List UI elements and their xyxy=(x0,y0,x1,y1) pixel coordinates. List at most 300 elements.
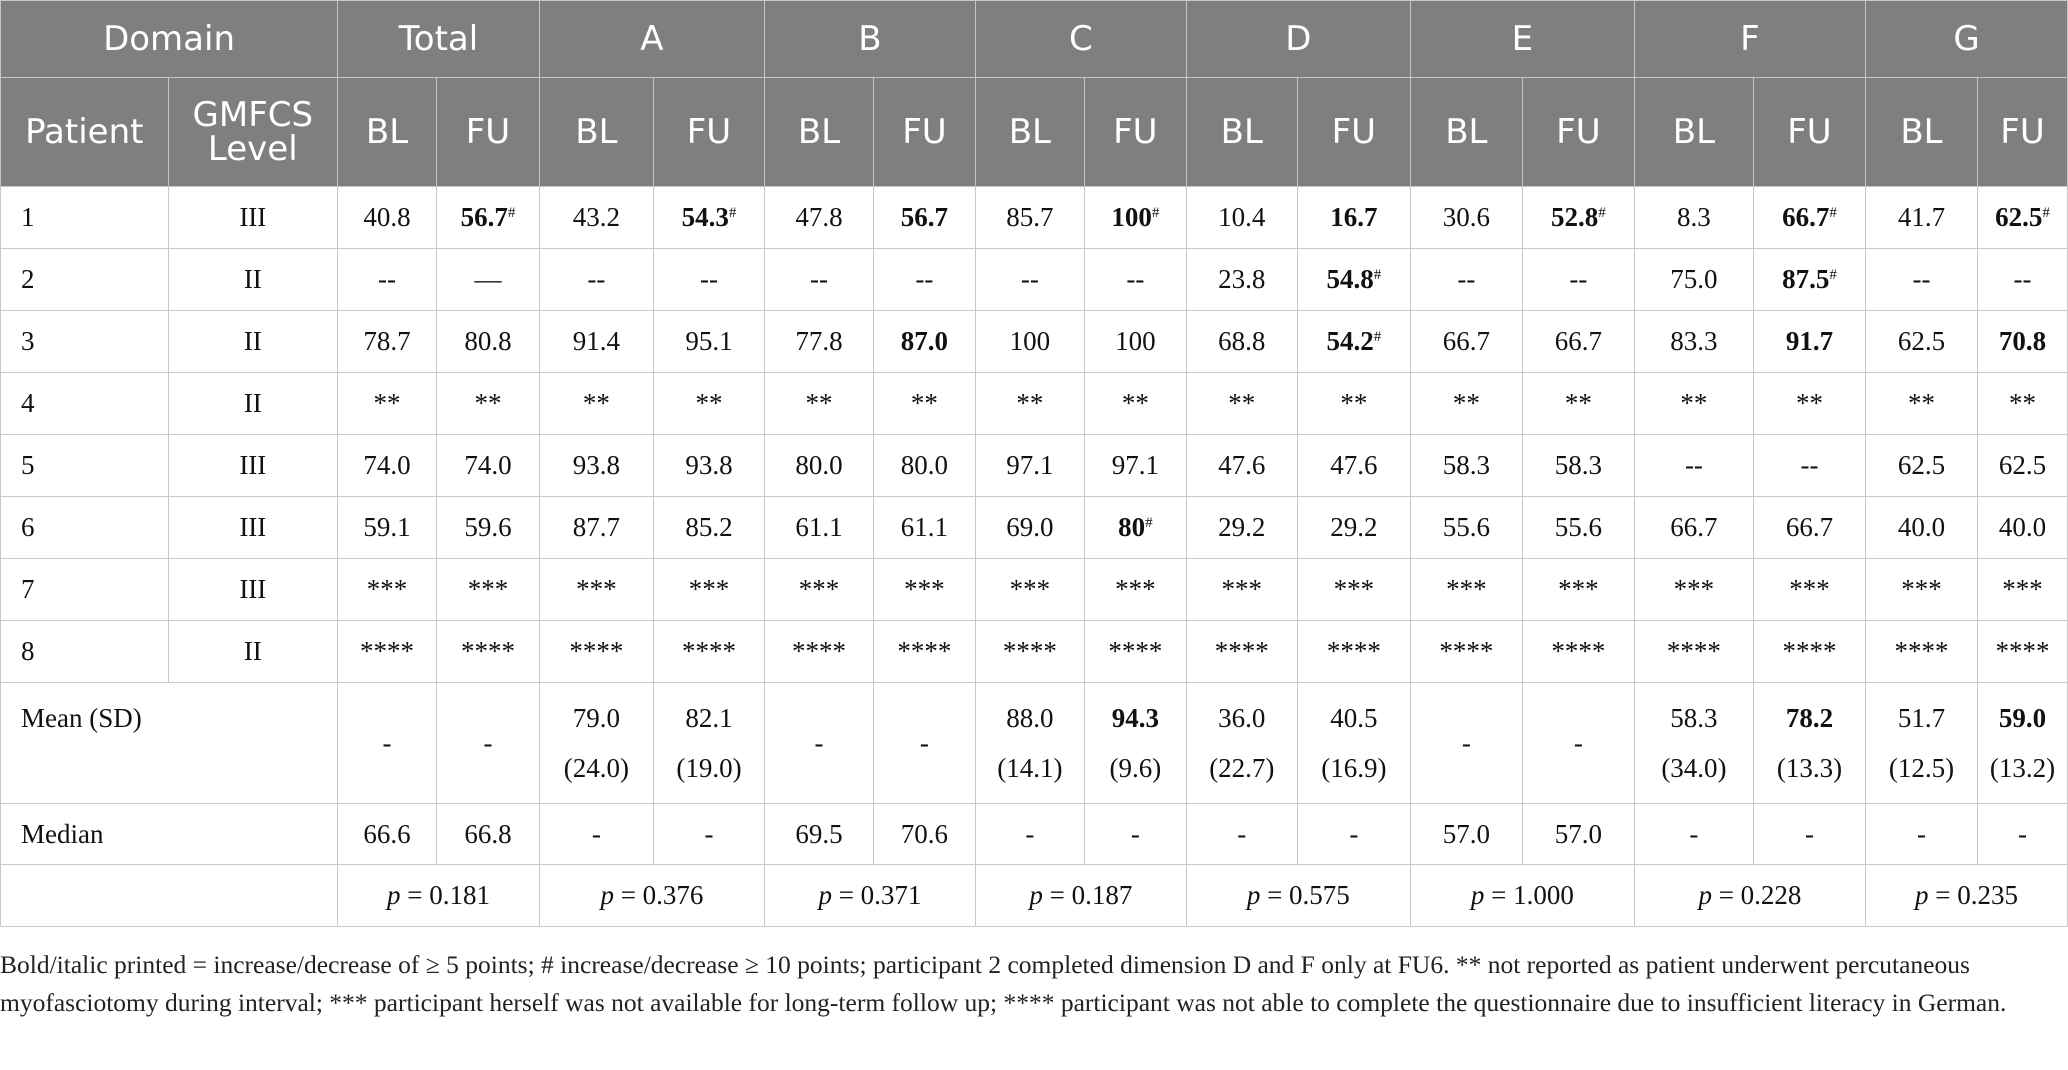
score-cell xyxy=(436,559,539,621)
fu-header: FU xyxy=(1753,78,1865,187)
score-cell xyxy=(436,249,539,311)
score-value: 66.7 xyxy=(1782,202,1830,232)
score-cell xyxy=(1978,435,2068,497)
score-value: 40.0 xyxy=(1897,512,1946,542)
score-value: 74.0 xyxy=(464,450,512,480)
score-value: *** xyxy=(576,574,617,604)
sd-value: (34.0) xyxy=(1661,753,1727,783)
score-cell xyxy=(1978,187,2068,249)
score-cell xyxy=(653,497,764,559)
bl-header: BL xyxy=(1410,78,1522,187)
group-header-a: A xyxy=(539,1,764,78)
score-cell xyxy=(1753,373,1865,435)
p-symbol: p xyxy=(600,880,614,910)
score-cell xyxy=(975,249,1084,311)
score-value: ** xyxy=(373,388,401,418)
score-cell xyxy=(873,311,975,373)
score-value: 56.7 xyxy=(460,202,508,232)
p-value-cell xyxy=(1634,865,1865,927)
score-cell xyxy=(1978,311,2068,373)
score-cell xyxy=(1634,373,1753,435)
p-value: = 0.228 xyxy=(1718,880,1802,910)
p-value: = 0.575 xyxy=(1267,880,1350,910)
score-value: 91.7 xyxy=(1785,326,1834,356)
mean-value: 40.5 xyxy=(1330,703,1378,733)
score-cell xyxy=(764,435,873,497)
median-cell: - xyxy=(1634,804,1753,865)
table-body xyxy=(1,187,2068,927)
score-value: 100 xyxy=(1115,326,1156,356)
score-cell xyxy=(1753,621,1865,683)
score-cell xyxy=(338,311,437,373)
fu-header: FU xyxy=(1978,78,2068,187)
score-cell xyxy=(1753,435,1865,497)
sd-value: (16.9) xyxy=(1321,753,1387,783)
mean-sd-row xyxy=(1,683,2068,804)
score-cell xyxy=(1186,311,1297,373)
mean-value: - xyxy=(483,728,493,758)
gmfcs-label-line2: Level xyxy=(207,129,298,169)
score-value: **** xyxy=(1439,636,1494,666)
mean-cell xyxy=(1978,683,2068,804)
score-cell xyxy=(764,621,873,683)
bl-header: BL xyxy=(539,78,653,187)
score-value: **** xyxy=(569,636,624,666)
score-value: 87.5 xyxy=(1782,264,1830,294)
mean-value: 79.0 xyxy=(572,703,621,733)
score-value: -- xyxy=(1457,264,1476,294)
p-symbol: p xyxy=(1915,880,1929,910)
change-marker: # xyxy=(507,205,516,221)
score-cell xyxy=(436,435,539,497)
score-value: 54.2 xyxy=(1326,326,1374,356)
sd-value: (13.2) xyxy=(1989,753,2056,783)
score-value: ** xyxy=(582,388,610,418)
score-cell xyxy=(1753,497,1865,559)
score-value: 8.3 xyxy=(1677,202,1711,232)
score-value: *** xyxy=(1333,574,1375,604)
score-value: 47.6 xyxy=(1330,450,1378,480)
score-value: **** xyxy=(1894,636,1949,666)
p-symbol: p xyxy=(1029,880,1043,910)
score-cell xyxy=(1186,559,1297,621)
score-cell xyxy=(1634,249,1753,311)
score-value: 93.8 xyxy=(685,450,733,480)
table-row xyxy=(1,311,2068,373)
patient-id: 4 xyxy=(1,373,169,435)
score-cell xyxy=(1084,621,1186,683)
p-symbol: p xyxy=(818,880,832,910)
score-value: 97.1 xyxy=(1006,450,1054,480)
patient-id: 2 xyxy=(1,249,169,311)
sd-value: (24.0) xyxy=(563,753,630,783)
median-cell: 69.5 xyxy=(764,804,873,865)
score-value: 61.1 xyxy=(795,512,843,542)
bl-header: BL xyxy=(975,78,1084,187)
score-cell xyxy=(1634,559,1753,621)
score-value: 93.8 xyxy=(572,450,621,480)
score-cell xyxy=(1978,621,2068,683)
median-cell: - xyxy=(1865,804,1977,865)
score-value: ** xyxy=(1121,388,1149,418)
score-value: **** xyxy=(1108,636,1163,666)
score-value: -- xyxy=(378,264,397,294)
median-row xyxy=(1,804,2068,865)
score-cell xyxy=(539,621,653,683)
gmfcs-level-header xyxy=(168,78,338,187)
score-cell xyxy=(1865,621,1977,683)
gmfcs-level: III xyxy=(168,187,338,249)
score-value: ** xyxy=(1016,388,1044,418)
score-cell xyxy=(873,435,975,497)
score-value: ** xyxy=(1340,388,1368,418)
score-cell xyxy=(1410,559,1522,621)
score-value: *** xyxy=(2002,574,2043,604)
p-value: = 1.000 xyxy=(1491,880,1574,910)
score-cell xyxy=(1186,187,1297,249)
score-value: 74.0 xyxy=(363,450,411,480)
group-header-c: C xyxy=(975,1,1186,78)
score-value: 95.1 xyxy=(685,326,733,356)
patient-id: 7 xyxy=(1,559,169,621)
score-cell xyxy=(1410,373,1522,435)
score-value: 100 xyxy=(1111,202,1152,232)
gmfcs-level: III xyxy=(168,559,338,621)
score-value: 43.2 xyxy=(572,202,621,232)
score-cell xyxy=(1865,435,1977,497)
score-value: **** xyxy=(791,636,846,666)
score-cell xyxy=(873,497,975,559)
mean-cell xyxy=(873,683,975,804)
score-cell xyxy=(975,559,1084,621)
score-cell xyxy=(1978,559,2068,621)
mean-value: 59.0 xyxy=(1998,703,2047,733)
score-value: *** xyxy=(1115,574,1156,604)
table-header xyxy=(1,1,2068,187)
p-value-cell xyxy=(975,865,1186,927)
score-value: ** xyxy=(1795,388,1823,418)
score-value: 40.8 xyxy=(363,202,411,232)
score-value: -- xyxy=(1020,264,1039,294)
sd-value: (22.7) xyxy=(1209,753,1275,783)
mean-cell xyxy=(1297,683,1410,804)
score-cell xyxy=(539,559,653,621)
score-cell xyxy=(338,373,437,435)
score-cell xyxy=(1084,559,1186,621)
score-cell xyxy=(539,497,653,559)
score-cell xyxy=(975,311,1084,373)
score-cell xyxy=(436,373,539,435)
score-cell xyxy=(1753,187,1865,249)
score-cell xyxy=(1084,435,1186,497)
score-value: 85.2 xyxy=(685,512,733,542)
score-value: 62.5 xyxy=(1897,450,1946,480)
score-cell xyxy=(873,559,975,621)
table-row xyxy=(1,559,2068,621)
patient-id: 3 xyxy=(1,311,169,373)
gmfcs-level: II xyxy=(168,621,338,683)
change-marker: # xyxy=(1598,205,1606,221)
change-marker: # xyxy=(1151,205,1160,221)
median-cell: - xyxy=(1978,804,2068,865)
score-cell xyxy=(1865,559,1977,621)
p-value-cell xyxy=(338,865,540,927)
change-marker: # xyxy=(1373,267,1382,283)
patient-header: Patient xyxy=(1,78,169,187)
table-footnote: Bold/italic printed = increase/decrease of ≥ 5 points; # increase/decrease ≥ 10 points; participant 2 completed dimension D and F only at FU6. ** not reported as patient underwent percutaneous myofasciotomy during interval; *** participant herself was not available for long-term follow up; **** participant was not able to complete the questionnaire due to insufficient literacy in German. xyxy=(0,950,2007,1017)
mean-cell xyxy=(1634,683,1753,804)
score-value: ** xyxy=(1564,388,1592,418)
score-cell xyxy=(764,559,873,621)
sd-value: (13.3) xyxy=(1776,753,1843,783)
fu-header: FU xyxy=(1522,78,1634,187)
change-marker: # xyxy=(1373,329,1382,345)
p-value-cell xyxy=(1186,865,1410,927)
score-value: 29.2 xyxy=(1218,512,1266,542)
score-value: *** xyxy=(1558,574,1599,604)
score-value: -- xyxy=(1800,450,1819,480)
sd-value: (12.5) xyxy=(1888,753,1955,783)
score-cell xyxy=(338,497,437,559)
score-cell xyxy=(1865,311,1977,373)
mean-value: - xyxy=(814,728,824,758)
score-value: ** xyxy=(910,388,938,418)
score-value: **** xyxy=(1214,636,1269,666)
mean-cell xyxy=(436,683,539,804)
score-cell xyxy=(539,373,653,435)
score-value: 77.8 xyxy=(795,326,843,356)
score-value: *** xyxy=(1221,574,1263,604)
score-cell xyxy=(1634,435,1753,497)
p-value-cell xyxy=(539,865,764,927)
score-value: 97.1 xyxy=(1111,450,1159,480)
score-value: -- xyxy=(1912,264,1931,294)
score-value: 66.7 xyxy=(1670,512,1718,542)
score-value: 30.6 xyxy=(1442,202,1490,232)
p-symbol: p xyxy=(1470,880,1485,910)
p-value: = 0.371 xyxy=(838,880,922,910)
score-value: **** xyxy=(1995,636,2050,666)
score-cell xyxy=(1410,187,1522,249)
score-cell xyxy=(764,187,873,249)
gmfcs-level: III xyxy=(168,497,338,559)
median-cell: 57.0 xyxy=(1410,804,1522,865)
score-cell xyxy=(1297,373,1410,435)
score-cell xyxy=(1084,311,1186,373)
score-cell xyxy=(1410,497,1522,559)
score-value: 52.8 xyxy=(1551,202,1599,232)
score-value: *** xyxy=(1789,574,1830,604)
bl-header: BL xyxy=(1186,78,1297,187)
group-header-f: F xyxy=(1634,1,1865,78)
score-value: 47.6 xyxy=(1218,450,1266,480)
score-value: **** xyxy=(1666,636,1721,666)
table-row xyxy=(1,621,2068,683)
patient-id: 6 xyxy=(1,497,169,559)
score-cell xyxy=(338,621,437,683)
score-value: 59.6 xyxy=(464,512,512,542)
mean-cell xyxy=(975,683,1084,804)
score-cell xyxy=(1865,187,1977,249)
score-value: 41.7 xyxy=(1897,202,1946,232)
score-cell xyxy=(764,373,873,435)
score-cell xyxy=(764,249,873,311)
score-value: **** xyxy=(360,636,415,666)
median-cell: 57.0 xyxy=(1522,804,1634,865)
score-value: 91.4 xyxy=(572,326,621,356)
fu-header: FU xyxy=(436,78,539,187)
fu-header: FU xyxy=(1084,78,1186,187)
score-value: *** xyxy=(1673,574,1715,604)
score-value: 10.4 xyxy=(1218,202,1266,232)
score-value: 55.6 xyxy=(1554,512,1602,542)
median-cell: - xyxy=(653,804,764,865)
median-cell: - xyxy=(1186,804,1297,865)
mean-value: 36.0 xyxy=(1218,703,1266,733)
score-value: *** xyxy=(1901,574,1942,604)
fu-header: FU xyxy=(873,78,975,187)
score-value: 62.5 xyxy=(1998,450,2047,480)
change-marker: # xyxy=(2042,205,2050,221)
score-cell xyxy=(653,435,764,497)
p-value: = 0.181 xyxy=(407,880,490,910)
score-cell xyxy=(436,621,539,683)
score-value: ** xyxy=(1907,388,1935,418)
score-cell xyxy=(1634,311,1753,373)
p-value-row xyxy=(1,865,2068,927)
score-value: **** xyxy=(1551,636,1606,666)
score-value: 62.5 xyxy=(1995,202,2043,232)
score-cell xyxy=(764,497,873,559)
score-cell xyxy=(338,187,437,249)
score-cell xyxy=(1978,249,2068,311)
score-value: 66.7 xyxy=(1554,326,1602,356)
score-value: **** xyxy=(1002,636,1057,666)
score-value: 69.0 xyxy=(1006,512,1054,542)
score-value: 80.8 xyxy=(464,326,512,356)
score-cell xyxy=(653,249,764,311)
score-cell xyxy=(1865,373,1977,435)
p-value: = 0.376 xyxy=(620,880,704,910)
median-cell: - xyxy=(1753,804,1865,865)
score-cell xyxy=(1410,621,1522,683)
score-value: -- xyxy=(1684,450,1703,480)
mean-value: 78.2 xyxy=(1785,703,1834,733)
score-cell xyxy=(1753,249,1865,311)
score-cell xyxy=(1297,497,1410,559)
score-value: 78.7 xyxy=(363,326,411,356)
score-cell xyxy=(873,187,975,249)
median-cell: 66.8 xyxy=(436,804,539,865)
score-value: 29.2 xyxy=(1330,512,1378,542)
score-cell xyxy=(653,187,764,249)
score-value: **** xyxy=(897,636,952,666)
score-value: 47.8 xyxy=(795,202,843,232)
score-cell xyxy=(653,311,764,373)
score-value: 56.7 xyxy=(900,202,949,232)
patient-id: 8 xyxy=(1,621,169,683)
p-value-cell xyxy=(1865,865,2067,927)
score-cell xyxy=(1084,497,1186,559)
mean-value: - xyxy=(1461,728,1471,758)
score-cell xyxy=(539,435,653,497)
score-cell xyxy=(1522,497,1634,559)
sd-value: (9.6) xyxy=(1109,753,1162,783)
score-cell xyxy=(975,373,1084,435)
sd-value: (19.0) xyxy=(676,753,742,783)
score-value: 80.0 xyxy=(795,450,843,480)
mean-cell xyxy=(764,683,873,804)
p-value: = 0.187 xyxy=(1049,880,1133,910)
group-header-e: E xyxy=(1410,1,1634,78)
score-cell xyxy=(1084,249,1186,311)
median-cell: - xyxy=(975,804,1084,865)
mean-value: 88.0 xyxy=(1006,703,1054,733)
score-cell xyxy=(1186,373,1297,435)
gmfcs-label-line1: GMFCS xyxy=(192,95,314,135)
score-value: 54.3 xyxy=(681,202,729,232)
score-value: 16.7 xyxy=(1330,202,1378,232)
score-value: 85.7 xyxy=(1006,202,1054,232)
change-marker: # xyxy=(1829,205,1837,221)
score-value: ** xyxy=(474,388,502,418)
score-cell xyxy=(975,435,1084,497)
score-value: ** xyxy=(1228,388,1256,418)
bl-header: BL xyxy=(1865,78,1977,187)
sd-value: (14.1) xyxy=(997,753,1063,783)
change-marker: # xyxy=(728,205,737,221)
mean-cell xyxy=(338,683,437,804)
score-cell xyxy=(338,435,437,497)
score-cell xyxy=(1634,187,1753,249)
score-value: -- xyxy=(587,264,606,294)
mean-value: - xyxy=(1573,728,1583,758)
score-cell xyxy=(1297,249,1410,311)
score-cell xyxy=(1297,621,1410,683)
score-cell xyxy=(1753,559,1865,621)
p-value-cell xyxy=(764,865,975,927)
score-cell xyxy=(764,311,873,373)
p-value-cell xyxy=(1410,865,1634,927)
fu-header: FU xyxy=(1297,78,1410,187)
score-cell xyxy=(1297,435,1410,497)
score-cell xyxy=(539,187,653,249)
gmfcs-level: III xyxy=(168,435,338,497)
score-cell xyxy=(1522,249,1634,311)
domain-header: Domain xyxy=(1,1,338,78)
score-value: 58.3 xyxy=(1554,450,1602,480)
table-row xyxy=(1,435,2068,497)
median-cell: 66.6 xyxy=(338,804,437,865)
mean-value: 82.1 xyxy=(685,703,733,733)
score-value: ** xyxy=(695,388,723,418)
median-cell: 70.6 xyxy=(873,804,975,865)
score-value: **** xyxy=(681,636,736,666)
score-cell xyxy=(1865,249,1977,311)
score-value: 70.8 xyxy=(1998,326,2047,356)
score-value: *** xyxy=(904,574,945,604)
score-cell xyxy=(1297,187,1410,249)
score-value: **** xyxy=(1326,636,1381,666)
p-symbol: p xyxy=(1698,880,1712,910)
score-cell xyxy=(338,559,437,621)
score-value: 75.0 xyxy=(1670,264,1718,294)
score-cell xyxy=(1186,621,1297,683)
table-row xyxy=(1,249,2068,311)
table-row xyxy=(1,187,2068,249)
table-row xyxy=(1,373,2068,435)
table-row xyxy=(1,497,2068,559)
